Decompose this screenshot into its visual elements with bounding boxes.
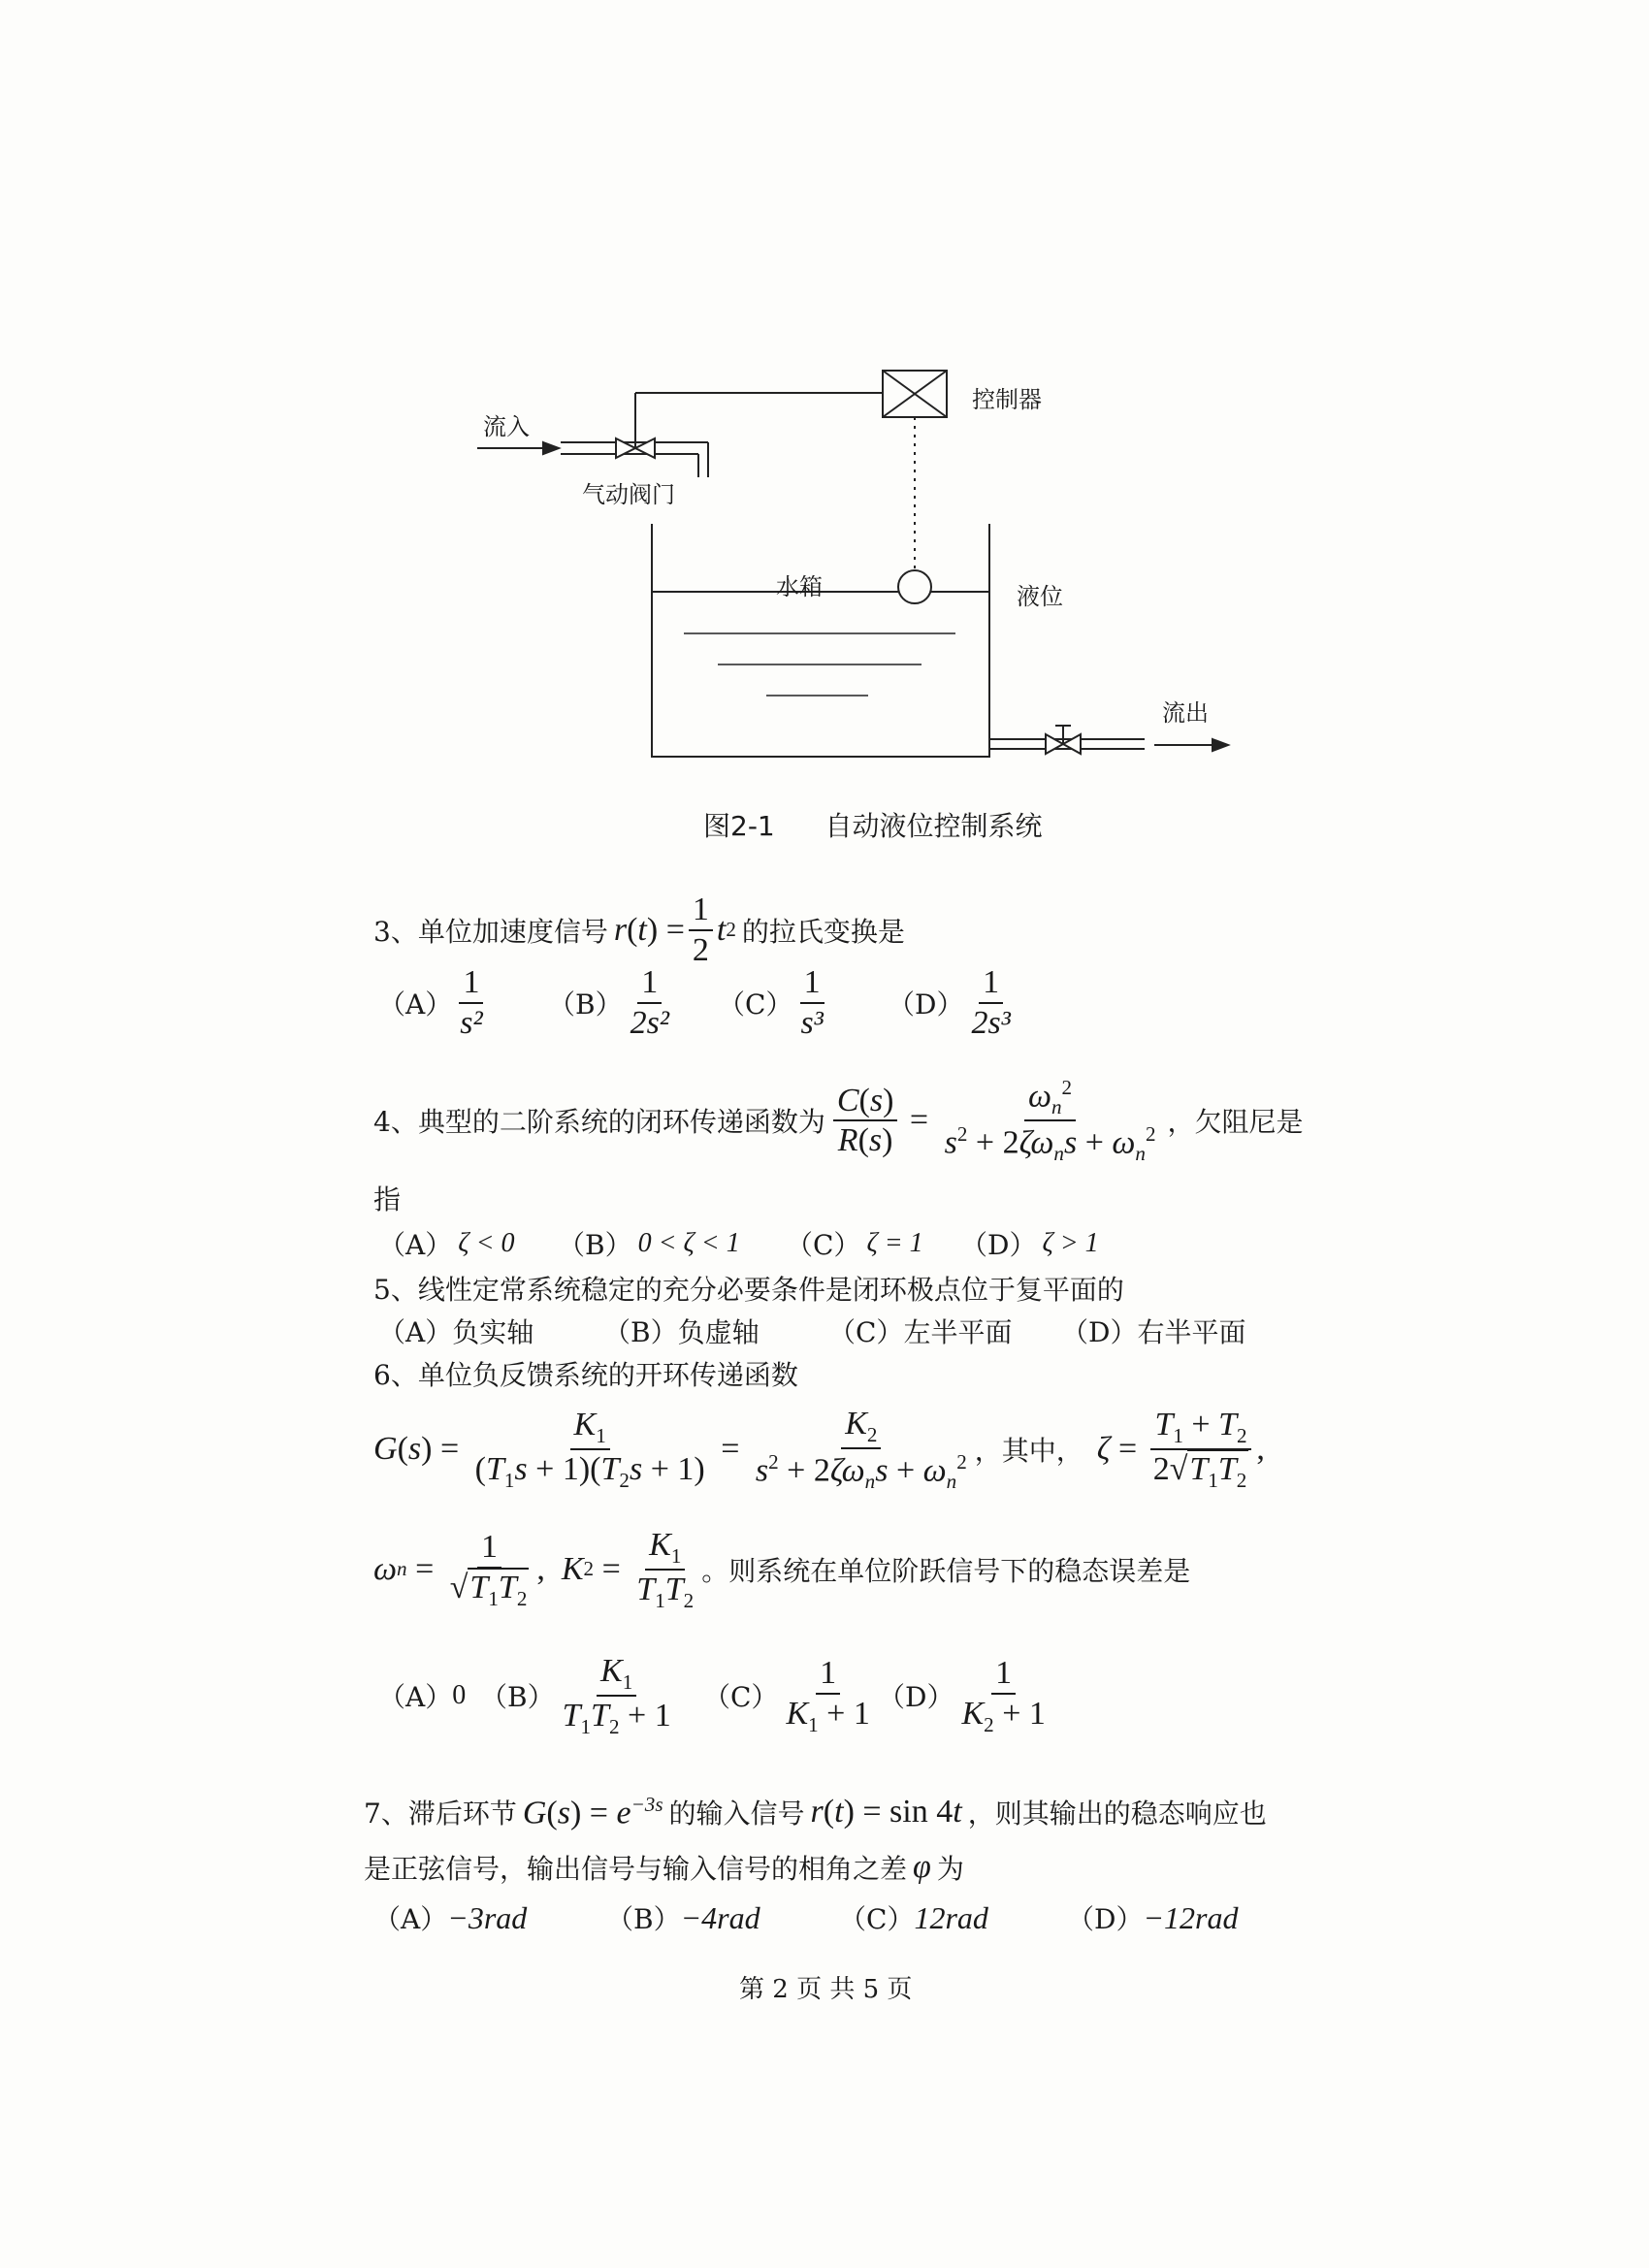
q6-stem (373, 1354, 798, 1393)
q7-text2: 的输入信号 (668, 1798, 805, 1831)
q7-options (373, 1898, 1239, 1937)
q4-text-before: 典型的二阶系统的闭环传递函数为 (417, 1106, 825, 1139)
q4-option-c: （C） ζ = 1 (786, 1228, 923, 1261)
q7-phi: φ (913, 1849, 931, 1885)
q6-option-a: （A） 0 (378, 1679, 467, 1713)
q6-option-b: （B） $\frac{K_1}{T_1T_2 + 1}$ (480, 1653, 671, 1738)
q5-option-c: （C） 左半平面 (828, 1316, 1013, 1348)
q4-option-d: （D） ζ > 1 (960, 1228, 1099, 1261)
q6-number: 6、 (373, 1359, 418, 1391)
q4-formula: $\frac{C(s)}{R(s)}$ = $\frac{\omega_n^2}{s^2 + 2\zeta\omega_ns + \omega_n^2}$ (829, 1077, 1164, 1165)
q3-number: 3、 (373, 915, 418, 948)
q4-option-a: （A） ζ < 0 (378, 1228, 515, 1261)
inflow-arrowhead (543, 442, 559, 454)
q4-options (378, 1224, 1099, 1263)
caption-title: 自动液位控制系统 (824, 810, 1043, 842)
q5-stem (373, 1269, 1124, 1308)
q5-option-b: （B） 负虚轴 (603, 1316, 760, 1348)
q6-formula-row-2 (373, 1528, 1190, 1611)
q3-option-a: （A） $\frac{1}{\text{s²}}$ (378, 964, 483, 1041)
label-outflow: 流出 (1162, 699, 1209, 727)
outflow-valve-left (1046, 734, 1063, 754)
outflow-valve-right (1063, 734, 1081, 754)
q5-option-a: （A） 负实轴 (378, 1316, 534, 1348)
q7-stem-line-1 (364, 1793, 1267, 1831)
q3-text-before: 单位加速度信号 (417, 915, 608, 948)
q4-stem (373, 1077, 1304, 1165)
q6-text: 单位负反馈系统的开环传递函数 (417, 1359, 798, 1391)
q5-text: 线性定常系统稳定的充分必要条件是闭环极点位于复平面的 (417, 1274, 1124, 1306)
q6-k2-formula: K 2 = $\frac{K_1}{T_1T_2}$ (561, 1527, 695, 1612)
q6-options (378, 1654, 1053, 1737)
q6-zeta-formula: ζ = $\frac{T_1 + T_2}{2√T_1T_2}$ , (1096, 1407, 1265, 1492)
controller-symbol-2 (915, 371, 947, 417)
q6-gs-formula: G ( s ) = $\frac{K_1}{(T_1s + 1)(T_2s + 1)}$ = $\frac{K_2}{s^2 + 2\zeta\omega_ns + \omega_n^2}$ (373, 1406, 967, 1494)
q7-stem-line-2 (364, 1848, 964, 1887)
q6-where: ，其中， (974, 1435, 1083, 1468)
q3-option-c: （C） $\frac{1}{\text{s³}}$ (718, 964, 824, 1041)
q3-formula: r ( t ) = $\frac{1}{2}$ t 2 (613, 891, 736, 968)
level-control-diagram (466, 359, 1242, 786)
q6-omega-formula: ω n = $\frac{1}{√T_1T_2}$ , (373, 1529, 562, 1610)
label-tank: 水箱 (776, 573, 823, 600)
q6-formula-row-1 (373, 1407, 1265, 1492)
outflow-arrowhead (1212, 739, 1228, 751)
q6-option-c: （C） $\frac{1}{K_1 + 1}$ (703, 1655, 870, 1736)
q7-option-c: （C） 12rad (839, 1899, 988, 1935)
q7-number: 7、 (364, 1798, 408, 1831)
q3-text-after: 的拉氏变换是 (741, 915, 905, 948)
q4-text-cont: 指 (373, 1183, 402, 1215)
q7-text3: ，则其输出的稳态响应也 (967, 1798, 1267, 1831)
q5-option-d: （D） 右半平面 (1061, 1316, 1246, 1348)
figure-caption (703, 805, 1043, 844)
caption-id: 图2-1 (703, 810, 775, 842)
page-number: 第 2 页 共 5 页 (739, 1975, 913, 2004)
label-controller: 控制器 (972, 386, 1042, 413)
tank-walls (652, 524, 989, 757)
label-inflow: 流入 (483, 413, 530, 440)
q3-option-b: （B） $\frac{1}{\text{2s²}}$ (548, 964, 670, 1041)
label-level: 液位 (1017, 583, 1063, 610)
controller-symbol (883, 371, 915, 417)
q3-option-d: （D） $\frac{1}{\text{2s³}}$ (888, 964, 1011, 1041)
q7-gs-formula: $G(s) = e^{-3s}$ (522, 1793, 663, 1831)
q7-option-b: （B） −4rad (606, 1899, 760, 1935)
q7-text1: 滞后环节 (407, 1798, 517, 1831)
q7-option-a: （A） −3rad (373, 1899, 528, 1935)
q7-text4: 是正弦信号，输出信号与输入信号的相角之差 (364, 1853, 908, 1885)
q7-rt-formula: r(t) = sin 4t (810, 1794, 962, 1831)
q4-option-b: （B） 0 < ζ < 1 (558, 1228, 740, 1261)
q7-option-d: （D） −12rad (1067, 1899, 1239, 1935)
q4-number: 4、 (373, 1106, 418, 1139)
q6-tail: 。则系统在单位阶跃信号下的稳态误差是 (701, 1554, 1191, 1587)
figure-2-1 (466, 359, 1242, 786)
q5-number: 5、 (373, 1274, 418, 1306)
q3-stem (373, 892, 905, 967)
q6-option-d: （D） $\frac{1}{K_2 + 1}$ (878, 1655, 1046, 1736)
label-valve: 气动阀门 (582, 481, 675, 508)
q3-options (378, 965, 1057, 1040)
q7-text5: 为 (936, 1853, 964, 1885)
q5-options (378, 1312, 1245, 1350)
q4-text-after: ，欠阻尼是 (1167, 1106, 1304, 1139)
level-float (898, 570, 931, 603)
